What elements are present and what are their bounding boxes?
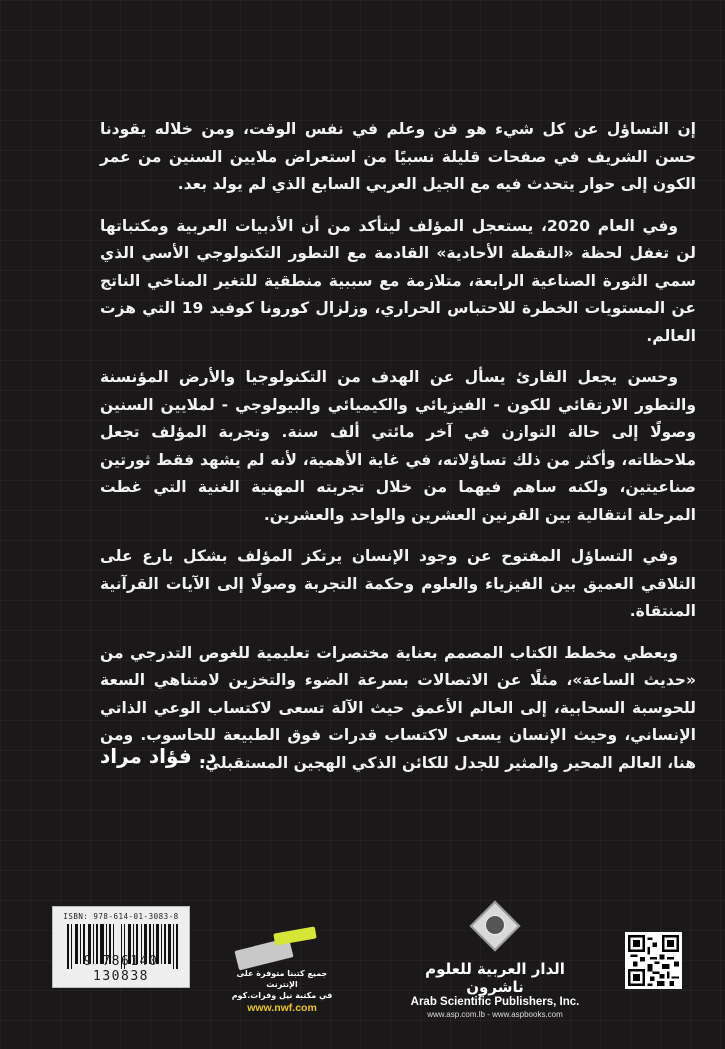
author-signature: د. فؤاد مراد [100, 744, 217, 768]
nwf-line-1: جميع كتبنا متوفرة على الإنترنت [236, 969, 328, 989]
blurb-paragraph-2: وفي العام 2020، يستعجل المؤلف ليتأكد من أن الأدبيات العربية ومكتباتها لن تغفل لحظة «النقطة الأحادية» القادمة مع التطور التكنولوجي الأسي الذي سمي الثورة الصناعية الرابعة، متلازمة مع سببية منطقية للتغير المناخي الناتج عن المستويات الخطرة للاحتباس الحراري، وزلزال كورونا كوفيد 19 التي هزت العالم. [100, 216, 696, 345]
blurb-paragraph-1: إن التساؤل عن كل شيء هو فن وعلم في نفس الوقت، ومن خلاله يقودنا حسن الشريف في صفحات قليلة نسبيًا من استعراض ملايين السنين من عمر الكون إلى حوار يتحدث فيه مع الجيل العربي السابع الذي لم يولد بعد. [100, 120, 696, 193]
blurb-paragraph-4: وفي التساؤل المفتوح عن وجود الإنسان يرتكز المؤلف بشكل بارع على التلاقي العميق بين الفيزياء والعلوم وحكمة التجربة وصولًا إلى الآيات القرآنية المنتقاة. [100, 547, 696, 620]
blurb-paragraph-5: ويعطي مخطط الكتاب المصمم بعناية مختصرات تعليمية للغوص التدرجي من «حديث الساعة»، مثلًا عن الاتصالات بسرعة الضوء والتخزين لامتناهي السعة للحوسبة السحابية، إلى العالم الأعمق حيث الآلة تسعى لاكتساب الوعي الذاتي الإنساني، وحيث الإنسان يسعى لاكتساب قدرات فوق الطبيعة للحاسوب. ومن هنا، العالم المحير والمثير للجدل للكائن الذكي الهجين المستقبلي. [100, 643, 696, 772]
publisher-name-english: Arab Scientific Publishers, Inc. [410, 996, 580, 1008]
ean-digits: 9 786140 130838 [83, 954, 159, 984]
publisher-websites: www.asp.com.lb - www.aspbooks.com [427, 1010, 563, 1019]
isbn-barcode [52, 906, 190, 988]
isbn-label: ISBN: 978-614-01-3083-8 [63, 912, 179, 921]
publisher-logo-icon [469, 906, 521, 958]
nwf-promo [222, 926, 342, 1014]
nwf-line-2: في مكتبة نيل وفرات.كوم [231, 991, 333, 1000]
back-cover-blurb [100, 116, 696, 791]
publisher-block [400, 906, 590, 1020]
nwf-url: www.nwf.com [247, 1002, 317, 1014]
qr-code-icon [625, 932, 682, 989]
blurb-paragraph-3: وحسن يجعل القارئ يسأل عن الهدف من التكنولوجيا والأرض المؤنسنة والتطور الارتقائي للكون - الفيزيائي والكيميائي والبيولوجي - لملايين السنين وصولًا إلى حالة التوازن في آخر مائتي ألف سنة. وتجربة المؤلف تجعل ملاحظاته، وأكثر من ذلك تساؤلاته، في غاية الأهمية، لأنه لم يشهد فقط ثورتين صناعيتين، ولكنه ساهم فيهما من خلال تجربته المهنية الغنية التي غطت المرحلة انتقالية بين القرنين العشرين والواحد والعشرين. [100, 368, 696, 524]
nwf-tag-icon [222, 926, 342, 968]
publisher-name-arabic: الدار العربية للعلوم ناشرون [425, 960, 565, 996]
